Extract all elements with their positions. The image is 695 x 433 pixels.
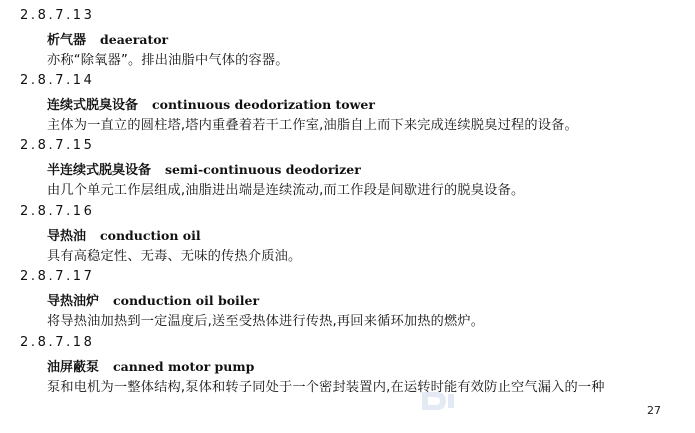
term-definition: 泵和电机为一整体结构,泵体和转子同处于一个密封装置内,在运转时能有效防止空气漏入的一种: [47, 380, 605, 395]
term-heading: [47, 358, 254, 376]
term-english: conduction oil: [100, 228, 201, 243]
entry-number: 2.8.7.15: [20, 138, 95, 153]
term-english: canned motor pump: [113, 359, 255, 374]
entry-number: 2.8.7.14: [20, 73, 95, 88]
term-chinese: 连续式脱臭设备: [47, 98, 139, 113]
term-definition: 主体为一直立的圆柱塔,塔内重叠着若干工作室,油脂自上而下来完成连续脱臭过程的设备。: [47, 118, 578, 133]
entry-number: 2.8.7.18: [20, 335, 95, 350]
term-english: semi-continuous deodorizer: [165, 162, 361, 177]
term-heading: [47, 227, 201, 245]
entry-number: 2.8.7.13: [20, 8, 95, 23]
term-english: conduction oil boiler: [113, 293, 260, 308]
term-definition: 亦称“除氧器”。排出油脂中气体的容器。: [47, 53, 289, 68]
term-chinese: 半连续式脱臭设备: [47, 163, 152, 178]
term-heading: [47, 96, 375, 114]
term-chinese: 油屏蔽泵: [47, 360, 100, 375]
term-definition: 具有高稳定性、无毒、无味的传热介质油。: [47, 249, 302, 264]
term-english: deaerator: [100, 32, 169, 47]
entry-number: 2.8.7.17: [20, 269, 95, 284]
term-chinese: 导热油炉: [47, 294, 100, 309]
page-number: 27: [647, 404, 661, 417]
term-heading: [47, 292, 259, 310]
term-chinese: 导热油: [47, 229, 87, 244]
entry-number: 2.8.7.16: [20, 204, 95, 219]
term-heading: [47, 161, 361, 179]
term-definition: 将导热油加热到一定温度后,送至受热体进行传热,再回来循环加热的燃炉。: [47, 314, 485, 329]
term-chinese: 析气器: [47, 33, 87, 48]
term-definition: 由几个单元工作层组成,油脂进出端是连续流动,而工作段是间歇进行的脱臭设备。: [47, 183, 525, 198]
term-english: continuous deodorization tower: [152, 97, 375, 112]
watermark-logo: [418, 388, 458, 414]
term-heading: [47, 31, 168, 49]
